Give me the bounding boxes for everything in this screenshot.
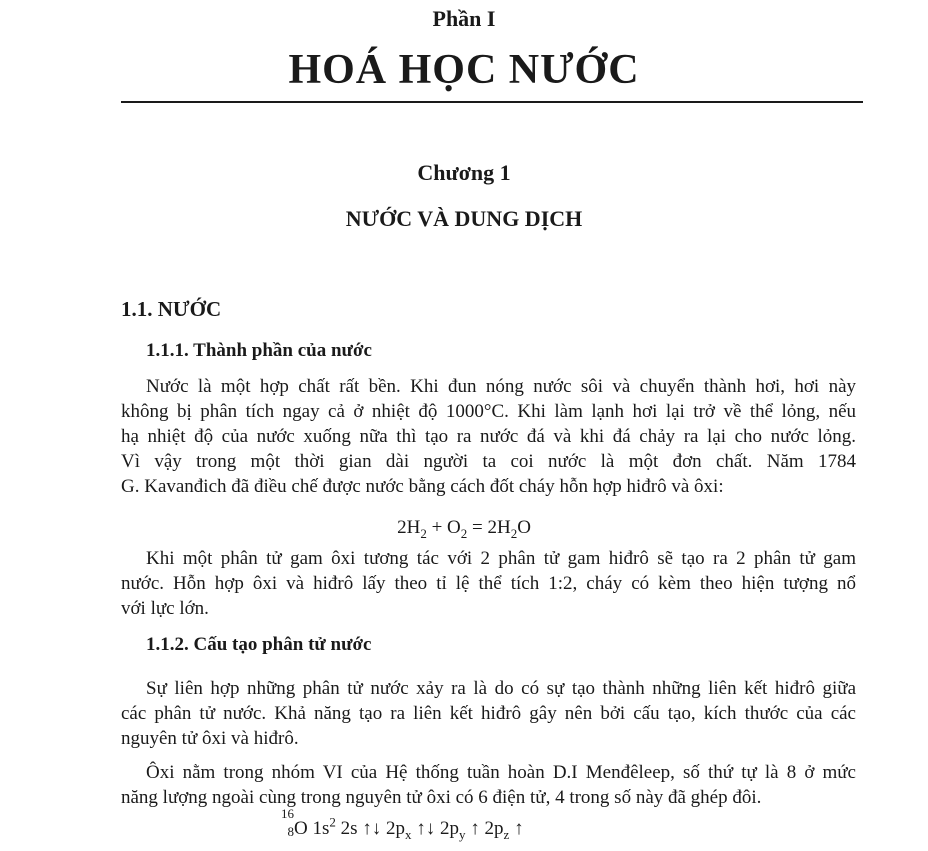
orbital-subscript: z [503, 826, 510, 842]
part-title: HOÁ HỌC NƯỚC [288, 47, 640, 93]
paragraph-line: hạ nhiệt độ của nước xuống nữa thì tạo ra nước đá và khi đá chảy ra lại cho nước lỏng. [121, 426, 856, 447]
chemical-equation [0, 517, 928, 542]
equation-term: = 2H [467, 517, 511, 538]
paragraph-line: Khi một phân tử gam ôxi tương tác với 2 phân tử gam hiđrô sẽ tạo ra 2 phân tử gam [146, 548, 856, 569]
paragraph-line: Vì vậy trong một thời gian dài người ta coi nước là một đơn chất. Năm 1784 [121, 451, 856, 472]
chapter-label: Chương 1 [417, 160, 511, 185]
equation-term: + O [426, 517, 461, 538]
orbital: 1s [307, 818, 330, 839]
paragraph-oxygen [121, 760, 856, 810]
paragraph-reaction [121, 546, 856, 621]
isotope-notation [280, 806, 294, 839]
orbital: ↑↓ 2p [357, 818, 406, 839]
electron-configuration [280, 806, 524, 843]
paragraph-line: không bị phân tích ngay cả ở nhiệt độ 1000°C. Khi làm lạnh hơi lại trở về thể lỏng, nếu [121, 401, 856, 422]
paragraph-hydrogen-bonds [121, 676, 856, 751]
part-label: Phần I [432, 6, 496, 31]
mass-number: 16 [281, 806, 294, 821]
title-rule [121, 101, 863, 103]
equation-term: O [517, 517, 531, 538]
orbital-subscript: y [459, 826, 466, 842]
orbital-superscript: 2 [329, 814, 336, 830]
orbital: ↑↓ 2p [411, 818, 460, 839]
equation-subscript: 2 [460, 525, 468, 541]
orbital: 2s [335, 818, 358, 839]
equation-subscript: 2 [510, 525, 518, 541]
subsection-heading-composition: 1.1.1. Thành phần của nước [146, 340, 372, 361]
paragraph-line: Nước là một hợp chất rất bền. Khi đun nóng nước sôi và chuyển thành hơi, hơi này [146, 376, 856, 397]
paragraph-line: Ôxi nằm trong nhóm VI của Hệ thống tuần hoàn D.I Menđêleep, số thứ tự là 8 ở mức [146, 762, 856, 783]
chapter-title: NƯỚC VÀ DUNG DỊCH [345, 206, 583, 231]
paragraph-composition [121, 374, 856, 499]
atomic-number: 8 [287, 824, 294, 839]
element-symbol: O [294, 818, 308, 839]
equation-term: 2H [397, 517, 421, 538]
subsection-heading-structure: 1.1.2. Cấu tạo phân tử nước [146, 634, 372, 655]
paragraph-line: các phân tử nước. Khả năng tạo ra liên kết hiđrô gây nên bởi cấu tạo, kích thước của các [121, 703, 856, 724]
paragraph-line: Sự liên hợp những phân tử nước xảy ra là do có sự tạo thành những liên kết hiđrô giữa [146, 678, 856, 699]
paragraph-line: nước. Hỗn hợp ôxi và hiđrô lấy theo tỉ lệ thể tích 1:2, cháy có kèm theo hiện tượng nổ [121, 573, 856, 594]
section-heading: 1.1. NƯỚC [121, 297, 222, 321]
orbital: ↑ 2p [465, 818, 504, 839]
orbital: ↑ [509, 818, 524, 839]
paragraph-line: nguyên tử ôxi và hiđrô. [121, 728, 299, 749]
paragraph-line: năng lượng ngoài cùng trong nguyên tử ôxi có 6 điện tử, 4 trong số này đã ghép đôi. [121, 787, 762, 808]
paragraph-line: với lực lớn. [121, 598, 209, 619]
orbital-subscript: x [405, 826, 412, 842]
equation-subscript: 2 [420, 525, 427, 541]
paragraph-line: G. Kavanđich đã điều chế được nước bằng cách đốt cháy hỗn hợp hiđrô và ôxi: [121, 476, 724, 497]
